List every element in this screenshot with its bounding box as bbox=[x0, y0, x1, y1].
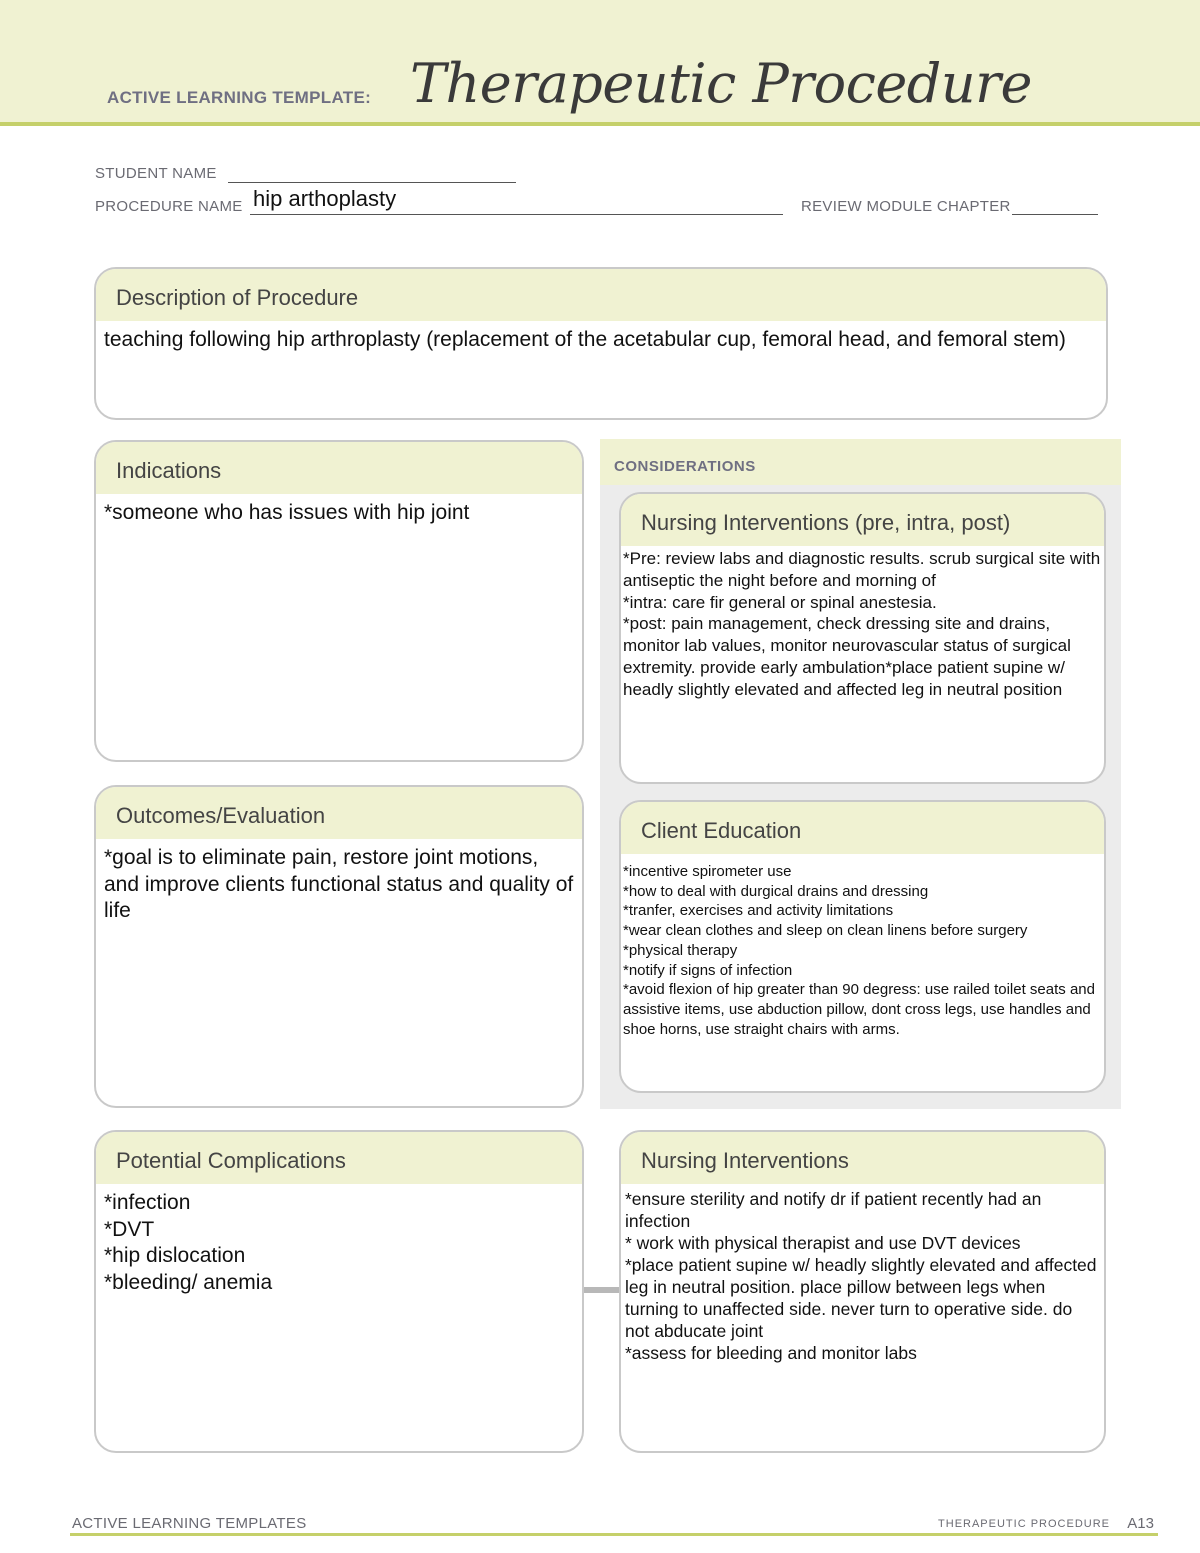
outcomes-text[interactable]: *goal is to eliminate pain, restore joint motions, and improve clients functional status and quality of life bbox=[104, 846, 574, 922]
indications-box bbox=[94, 440, 584, 762]
nursing-interventions-pio-title: Nursing Interventions (pre, intra, post) bbox=[621, 494, 1104, 546]
indications-title: Indications bbox=[96, 442, 582, 494]
nursing-interventions-pio-text[interactable]: *Pre: review labs and diagnostic results. scrub surgical site with antiseptic the night before and morning of *intra: care fir general or spinal anestesia. *post: pain management, check dressing site and drains, monitor lab values, monitor neurovascular status of surgical extremity. provide early ambulation*place patient supine w/ headly slightly elevated and affected leg in neutral position bbox=[623, 549, 1101, 699]
nursing-interventions-text[interactable]: *ensure sterility and notify dr if patient recently had an infection * work with physical therapist and use DVT devices *place patient supine w/ headly slightly elevated and affected leg in neutral position. place pillow between legs when turning to unaffected side. never turn to operative side. do not abducate joint *assess for bleeding and monitor labs bbox=[625, 1189, 1097, 1363]
procedure-name-value: hip arthoplasty bbox=[253, 186, 397, 211]
description-title: Description of Procedure bbox=[96, 269, 1106, 321]
potential-complications-box bbox=[94, 1130, 584, 1453]
potential-complications-text[interactable]: *infection *DVT *hip dislocation *bleeding/ anemia bbox=[104, 1191, 273, 1294]
outcomes-title: Outcomes/Evaluation bbox=[96, 787, 582, 839]
page-number: A13 bbox=[1127, 1515, 1154, 1532]
review-module-field[interactable] bbox=[1012, 214, 1098, 215]
page-title: Therapeutic Procedure bbox=[410, 52, 1032, 115]
footer-left-label: ACTIVE LEARNING TEMPLATES bbox=[72, 1515, 307, 1532]
header-divider bbox=[0, 122, 1200, 126]
student-name-field[interactable] bbox=[228, 182, 516, 183]
template-label: ACTIVE LEARNING TEMPLATE: bbox=[107, 88, 372, 107]
considerations-label: CONSIDERATIONS bbox=[614, 458, 756, 475]
description-text[interactable]: teaching following hip arthroplasty (replacement of the acetabular cup, femoral head, and femoral stem) bbox=[104, 328, 1066, 351]
footer-right-label: THERAPEUTIC PROCEDURE bbox=[938, 1518, 1110, 1530]
connector-bar bbox=[582, 1287, 620, 1293]
procedure-name-label: PROCEDURE NAME bbox=[95, 198, 243, 215]
footer-divider bbox=[70, 1533, 1158, 1536]
indications-text[interactable]: *someone who has issues with hip joint bbox=[104, 501, 470, 524]
client-education-box bbox=[619, 800, 1106, 1093]
student-name-label: STUDENT NAME bbox=[95, 165, 217, 182]
nursing-interventions-title: Nursing Interventions bbox=[621, 1132, 1104, 1184]
client-education-title: Client Education bbox=[621, 802, 1104, 854]
review-module-label: REVIEW MODULE CHAPTER bbox=[801, 198, 1011, 215]
description-box bbox=[94, 267, 1108, 420]
nursing-interventions-pio-box bbox=[619, 492, 1106, 784]
procedure-name-field[interactable] bbox=[250, 214, 783, 215]
nursing-interventions-box bbox=[619, 1130, 1106, 1453]
client-education-text[interactable]: *incentive spirometer use *how to deal with durgical drains and dressing *tranfer, exercises and activity limitations *wear clean clothes and sleep on clean linens before surgery *physical therapy *notify if signs of infection *avoid flexion of hip greater than 90 degress: use railed toilet seats and assistive items, use abduction pillow, dont cross legs, use handles and shoe horns, use straight chairs with arms. bbox=[623, 863, 1095, 1038]
outcomes-box bbox=[94, 785, 584, 1108]
potential-complications-title: Potential Complications bbox=[96, 1132, 582, 1184]
